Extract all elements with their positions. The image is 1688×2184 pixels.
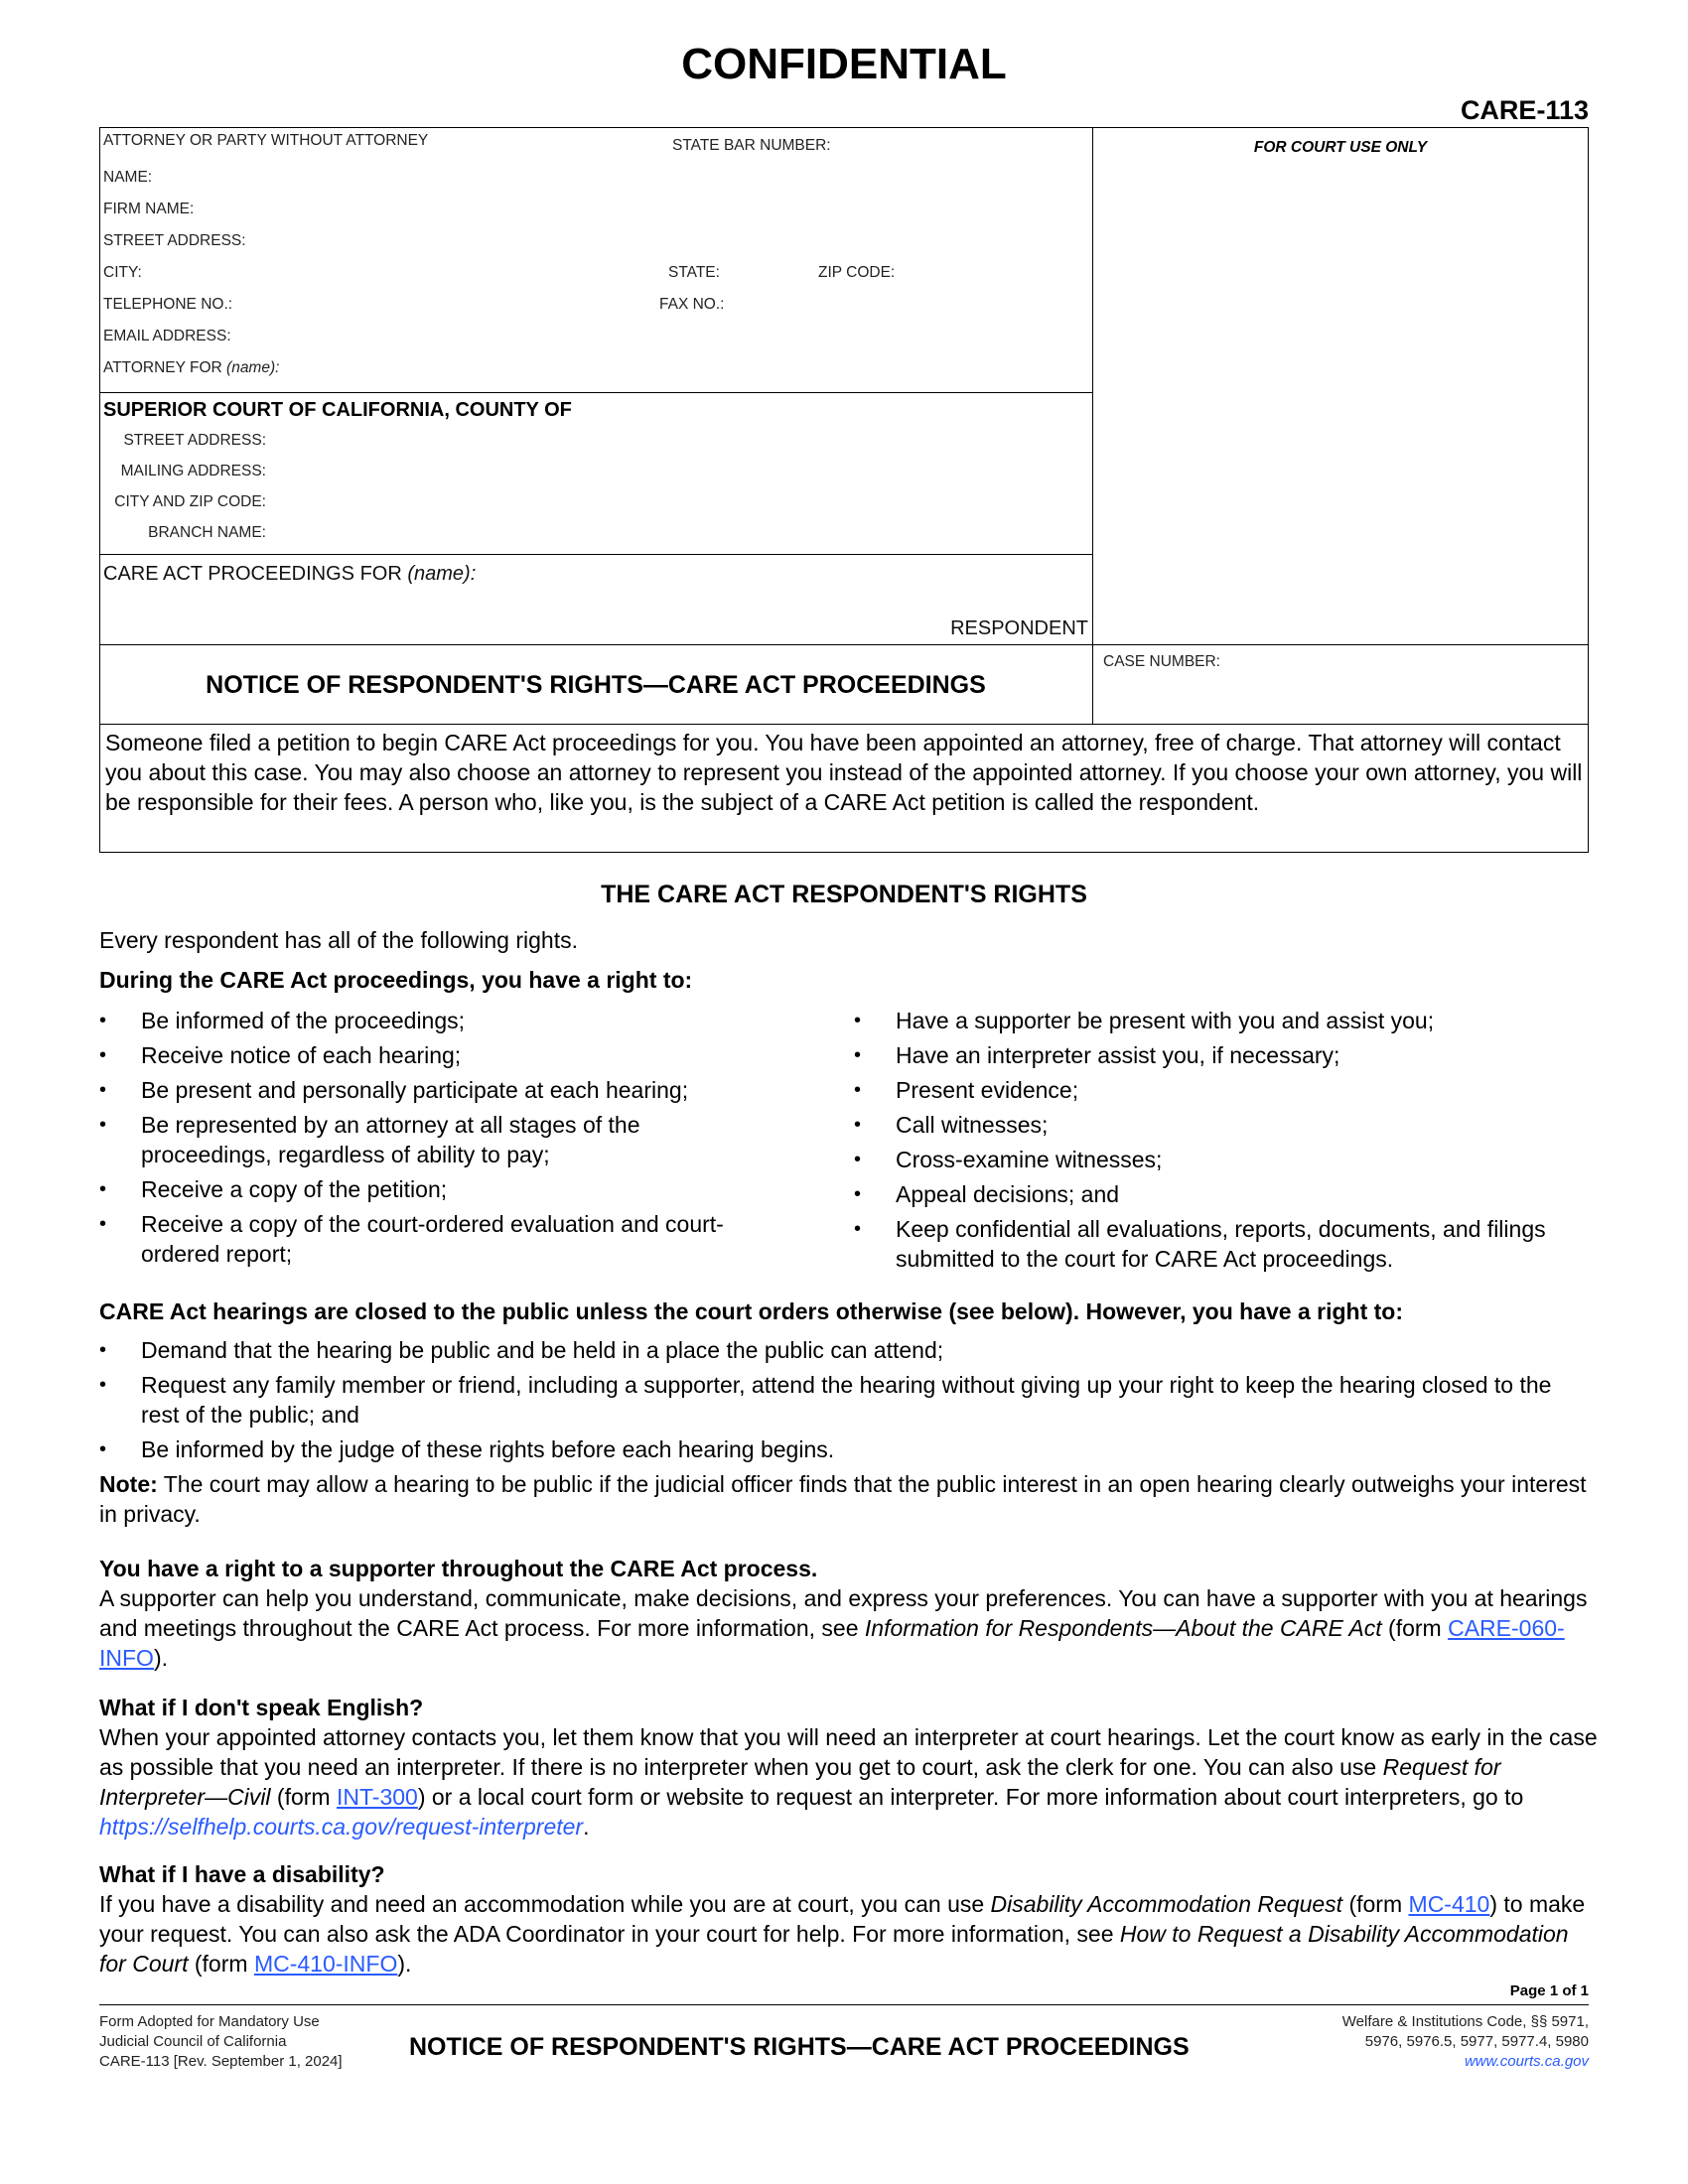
supporter-text: A supporter can help you understand, communicate, make decisions, and express your preferences. You can have a supporter with you at hearings and meetings throughout the CARE Act process. For more information, see [99,1585,1588,1641]
form-number: CARE-113 [1460,95,1589,125]
disability-text: ) to make your request. You can also ask the ADA Coordinator in your court for help. For more information, see [99,1891,1586,1947]
court-street-label: STREET ADDRESS: [123,432,266,449]
list-item: • Be represented by an attorney at all stages of the proceedings, regardless of ability to pay; [99,1110,757,1169]
list-item: • Keep confidential all evaluations, reports, documents, and filings submitted to the court for CARE Act proceedings. [854,1214,1589,1274]
state-bar-label: STATE BAR NUMBER: [672,137,831,154]
during-heading: During the CARE Act proceedings, you have a right to: [99,967,693,993]
english-text: When your appointed attorney contacts you, let them know that you will need an interpreter at court hearings. Let the court know as early in the case as possible that you need an interpreter. If there is no interpreter when you get to court, ask the clerk for one. You can also use [99,1724,1598,1780]
mc-410-link[interactable]: MC-410 [1408,1891,1490,1917]
fax-label: FAX NO.: [659,296,725,313]
court-branch-field[interactable] [273,518,1082,544]
email-field[interactable] [248,322,1082,347]
proceedings-name-hint: (name): [407,563,477,585]
notice-title: NOTICE OF RESPONDENT'S RIGHTS—CARE ACT PROCEEDINGS [206,671,986,699]
closed-heading: CARE Act hearings are closed to the public unless the court orders otherwise (see below). However, you have a right to: [99,1298,1403,1324]
list-item: • Appeal decisions; and [854,1179,1589,1209]
list-item: • Have a supporter be present with you and assist you; [854,1006,1589,1035]
court-city-zip-field[interactable] [273,487,1082,513]
english-heading: What if I don't speak English? [99,1695,424,1720]
interpreter-form-title: Request for Interpreter—Civil [99,1754,1501,1810]
rights-left-list [99,1006,794,1274]
name-field[interactable] [159,163,1082,189]
list-item: • Be present and personally participate at each hearing; [99,1075,794,1105]
respondent-name-field[interactable] [103,591,1086,616]
court-street-field[interactable] [273,426,1082,452]
list-item: • Cross-examine witnesses; [854,1145,1589,1174]
zip-code-field[interactable] [906,258,1082,284]
county-field[interactable] [635,397,1082,423]
footer-revision: CARE-113 [Rev. September 1, 2024] [99,2053,343,2070]
court-branch-label: BRANCH NAME: [148,524,266,541]
english-text: ) or a local court form or website to request an interpreter. For more information about court interpreters, go to [417,1784,1524,1810]
int-300-link[interactable]: INT-300 [337,1784,418,1810]
city-label: CITY: [103,264,142,281]
respondent-label: RESPONDENT [950,617,1088,639]
list-item: • Receive notice of each hearing; [99,1040,794,1070]
state-bar-field[interactable] [854,131,1082,157]
attorney-for-label [103,359,279,377]
disability-paragraph [99,1889,1589,1979]
case-number-label: CASE NUMBER: [1103,653,1220,670]
street-address-label: STREET ADDRESS: [103,232,246,249]
footer-right [1342,2012,1589,2072]
rights-right-list [854,1006,1589,1279]
attorney-title: ATTORNEY OR PARTY WITHOUT ATTORNEY [103,132,429,149]
list-item: • Have an interpreter assist you, if necessary; [854,1040,1589,1070]
footer-divider [99,2004,1589,2005]
care-060-info-link[interactable]: CARE-060-INFO [99,1615,1565,1671]
footer-adopted: Form Adopted for Mandatory Use [99,2013,320,2030]
disability-text: (form [188,1951,254,1977]
supporter-heading: You have a right to a supporter throughout the CARE Act process. [99,1556,818,1581]
list-item: • Call witnesses; [854,1110,1589,1140]
note-paragraph [99,1469,1599,1529]
disability-text: If you have a disability and need an accommodation while you are at court, you can use [99,1891,991,1917]
name-label: NAME: [103,169,153,186]
attorney-for-text: ATTORNEY FOR [103,359,222,376]
list-item: • Receive a copy of the petition; [99,1174,794,1204]
supporter-form-title: Information for Respondents—About the CARE Act [864,1615,1382,1641]
case-number-field[interactable] [1100,675,1582,719]
state-label: STATE: [668,264,720,281]
supporter-text: ). [153,1645,169,1671]
court-mailing-label: MAILING ADDRESS: [120,463,266,479]
disability-info-form-title: How to Request a Disability Accommodation for Court [99,1921,1569,1977]
firm-name-label: FIRM NAME: [103,201,195,217]
state-field[interactable] [730,258,809,284]
court-mailing-field[interactable] [273,457,1082,482]
intro-paragraph: Someone filed a petition to begin CARE Act proceedings for you. You have been appointed an attorney, free of charge. That attorney will contact you about this case. You may also choose an attorney to represent you instead of the appointed attorney. If you choose your own attorney, you will be responsible for their fees. A person who, like you, is the subject of a CARE Act petition is called the respondent. [105,730,1583,815]
court-title: SUPERIOR COURT OF CALIFORNIA, COUNTY OF [103,399,572,421]
footer-title: NOTICE OF RESPONDENT'S RIGHTS—CARE ACT PROCEEDINGS [409,2033,1190,2061]
english-text: . [583,1814,590,1840]
proceedings-label [103,563,476,586]
rights-heading: THE CARE ACT RESPONDENT'S RIGHTS [601,881,1087,908]
firm-name-field[interactable] [209,195,1082,220]
attorney-for-field[interactable] [298,353,1082,379]
email-label: EMAIL ADDRESS: [103,328,231,344]
page-number: Page 1 of 1 [1509,1982,1589,1999]
courts-website-link[interactable]: www.courts.ca.gov [1464,2053,1589,2070]
list-item: • Request any family member or friend, including a supporter, attend the hearing without giving up your right to keep the hearing closed to the rest of the public; and [99,1370,1589,1430]
english-text: (form [270,1784,337,1810]
list-item: • Present evidence; [854,1075,1589,1105]
court-use-label: FOR COURT USE ONLY [1253,139,1428,156]
telephone-field[interactable] [248,290,645,316]
zip-code-label: ZIP CODE: [818,264,896,281]
supporter-text: (form [1381,1615,1449,1641]
list-item: • Demand that the hearing be public and be held in a place the public can attend; [99,1335,1589,1365]
closed-rights-list [99,1335,1589,1469]
list-item: • Be informed of the proceedings; [99,1006,794,1035]
rights-lead: Every respondent has all of the following rights. [99,927,578,953]
footer-code: Welfare & Institutions Code, §§ 5971, [1341,2013,1589,2030]
english-paragraph [99,1722,1599,1842]
disability-text: (form [1342,1891,1409,1917]
telephone-label: TELEPHONE NO.: [103,296,233,313]
footer-council: Judicial Council of California [99,2033,287,2050]
selfhelp-interpreter-link[interactable]: https://selfhelp.courts.ca.gov/request-interpreter [99,1814,584,1840]
disability-form-title: Disability Accommodation Request [990,1891,1343,1917]
attorney-for-name-hint: (name): [226,359,280,376]
court-city-zip-label: CITY AND ZIP CODE: [114,493,266,510]
supporter-paragraph [99,1583,1589,1673]
footer-left [99,2012,343,2072]
disability-text: ). [397,1951,412,1977]
note-text: The court may allow a hearing to be public if the judicial officer finds that the public interest in an open hearing clearly outweighs your interest in privacy. [99,1471,1587,1527]
proceedings-text: CARE ACT PROCEEDINGS FOR [103,563,402,585]
footer-code-sections: 5976, 5976.5, 5977, 5977.4, 5980 [1364,2033,1589,2050]
list-item: • Receive a copy of the court-ordered evaluation and court-ordered report; [99,1209,776,1269]
fax-field[interactable] [735,290,1082,316]
confidential-heading: CONFIDENTIAL [681,40,1007,88]
list-item: • Be informed by the judge of these rights before each hearing begins. [99,1434,1589,1464]
mc-410-info-link[interactable]: MC-410-INFO [253,1951,398,1977]
court-use-area [1094,164,1587,640]
note-label: Note: [99,1471,158,1497]
city-field[interactable] [149,258,655,284]
street-address-field[interactable] [263,226,1082,252]
disability-heading: What if I have a disability? [99,1861,385,1887]
